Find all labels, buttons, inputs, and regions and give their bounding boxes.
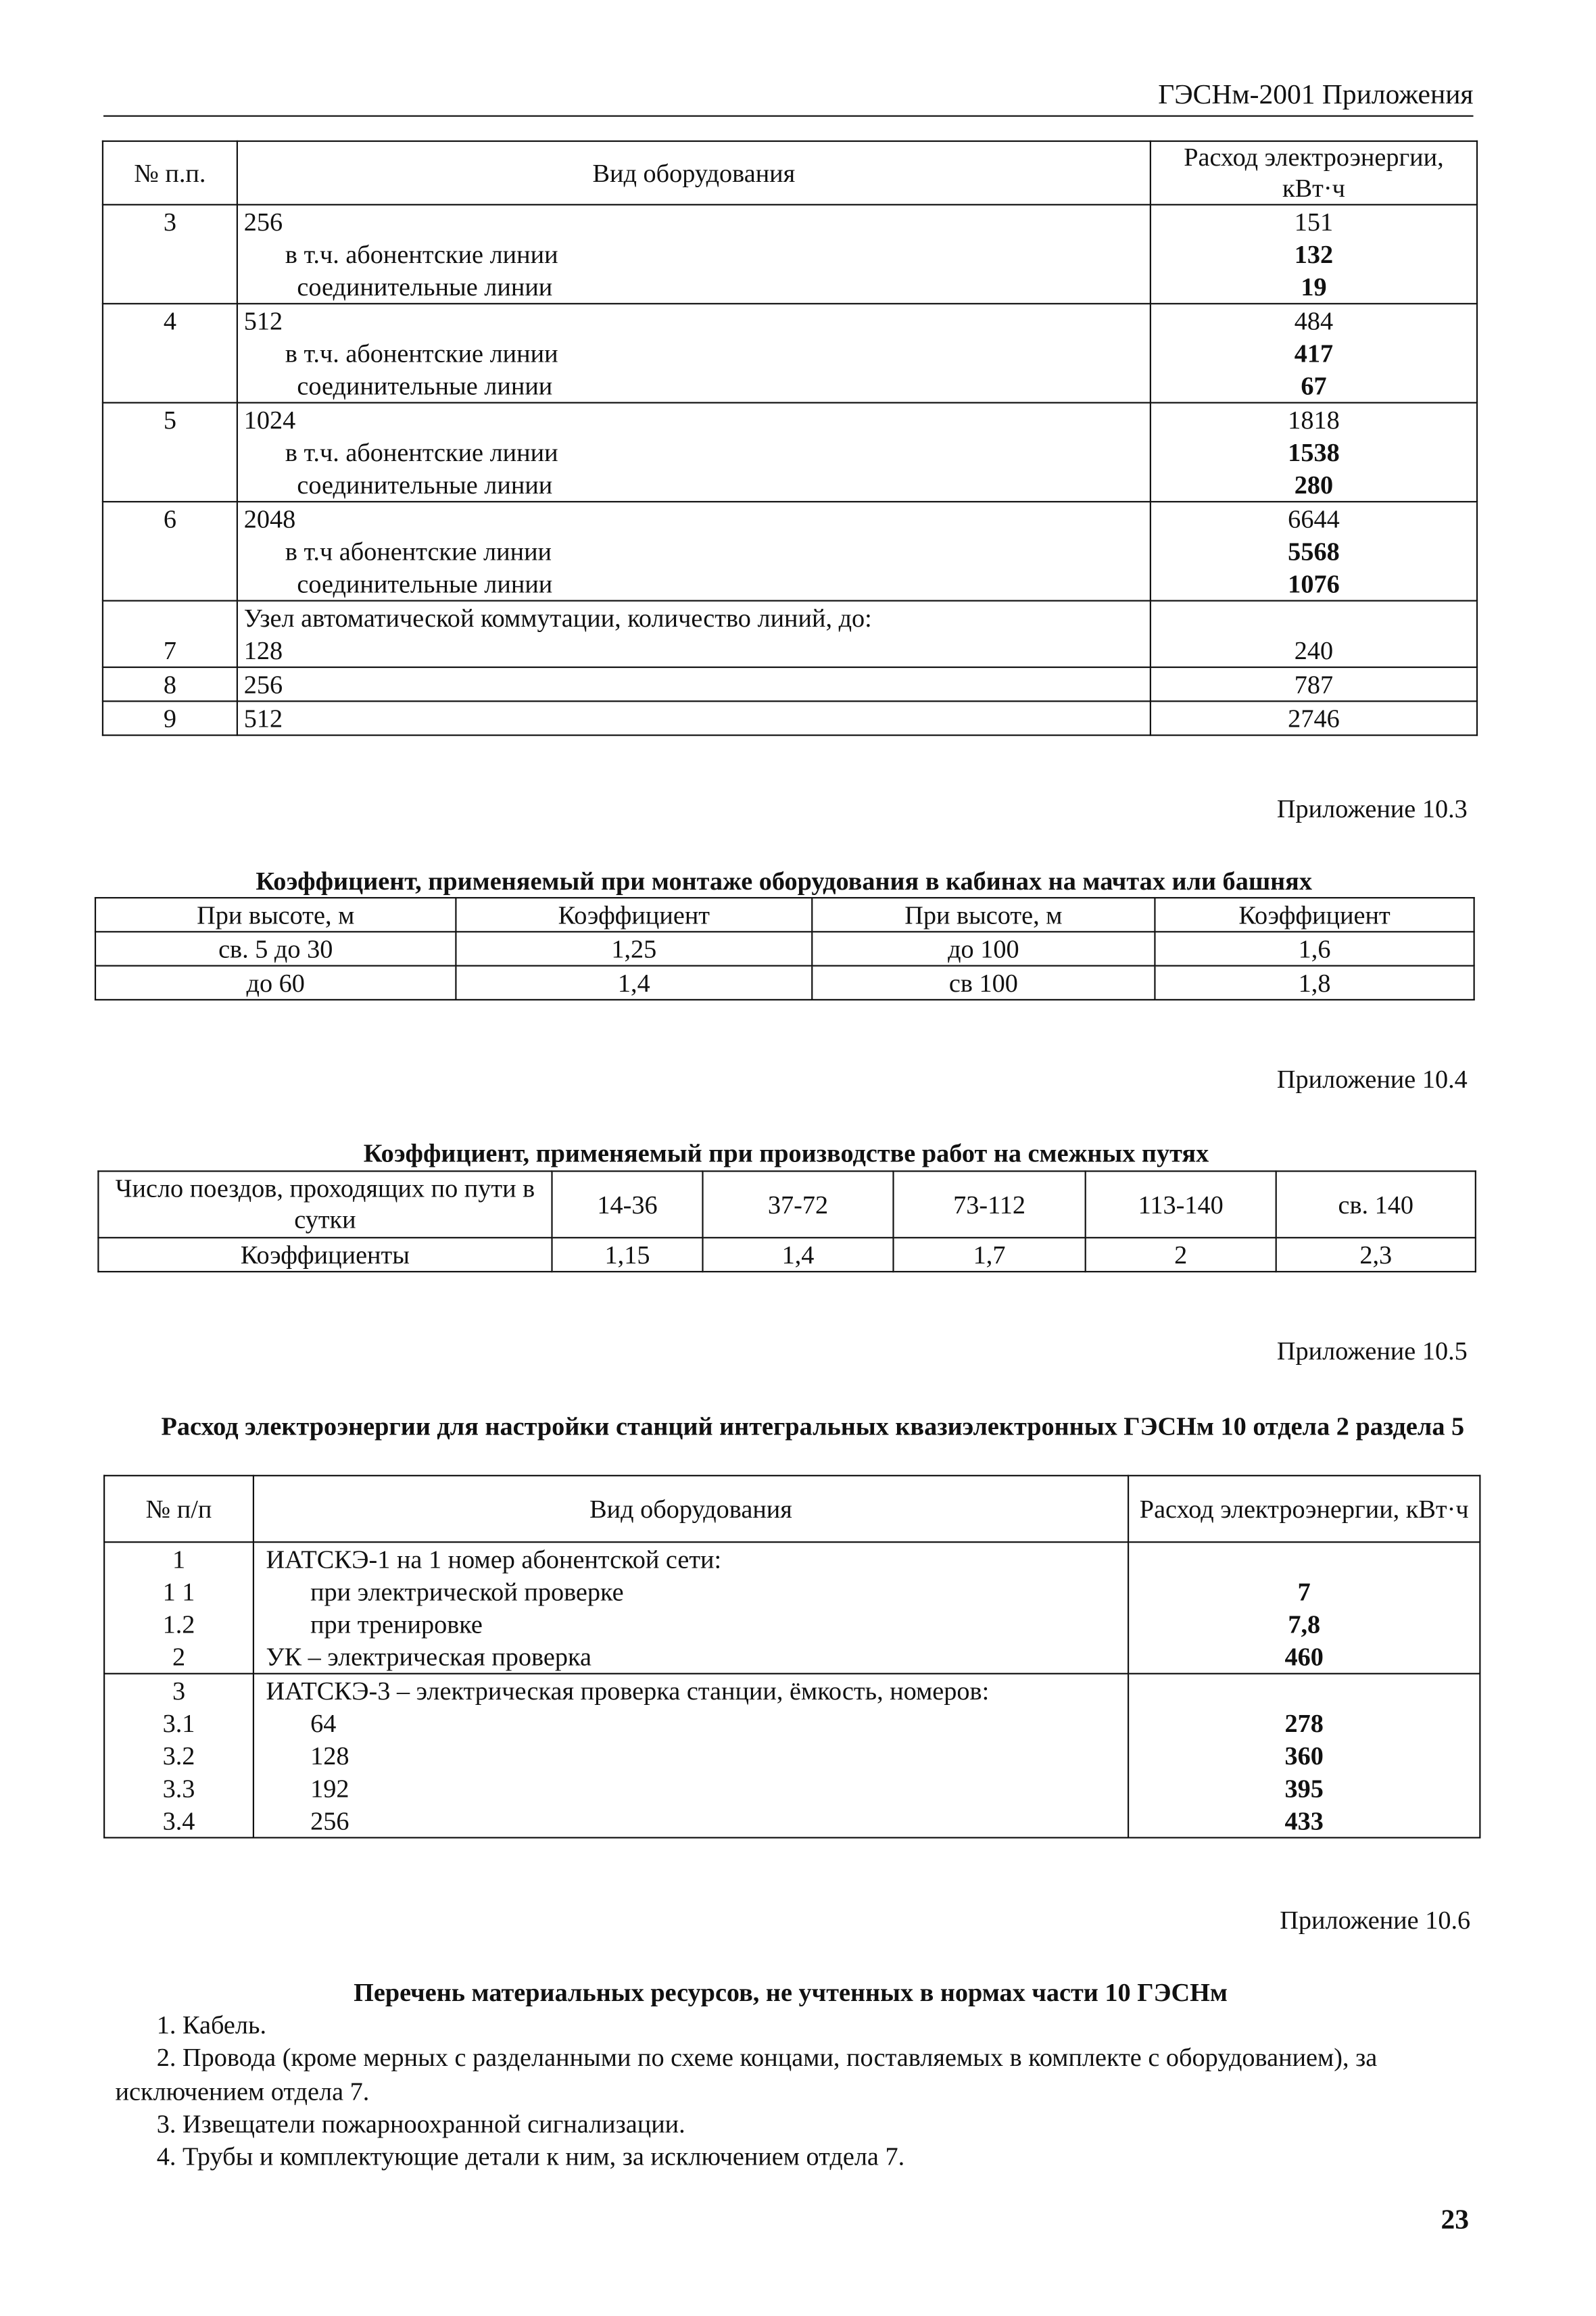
column-header: 14-36 <box>552 1171 703 1237</box>
equipment-line: соединительные линии <box>297 569 553 599</box>
equipment-cell <box>237 502 1151 600</box>
row-number: 3.1 <box>162 1708 195 1738</box>
column-header: 73-112 <box>893 1171 1085 1237</box>
energy-cell <box>1151 502 1477 600</box>
table-cell: Коэффициенты <box>98 1238 552 1272</box>
header-rule <box>103 116 1474 117</box>
equipment-line: ИАТСКЭ-1 на 1 номер абонентской сети: <box>266 1544 722 1574</box>
column-header: № п/п <box>104 1476 253 1542</box>
station-energy-table <box>103 1475 1480 1839</box>
equipment-line: 256 <box>310 1806 349 1836</box>
table-cell: 1,8 <box>1155 966 1474 1000</box>
header-row <box>95 898 1474 932</box>
equipment-cell <box>237 701 1151 735</box>
column-header: № п.п. <box>103 141 237 205</box>
equipment-line: Узел автоматической коммутации, количество линий, до: <box>243 602 872 633</box>
energy-value: 67 <box>1301 370 1327 401</box>
equipment-cell <box>253 1542 1128 1674</box>
table-cell: 1,15 <box>552 1238 703 1272</box>
energy-table <box>102 141 1478 736</box>
energy-value: 460 <box>1284 1641 1324 1672</box>
equipment-line: 256 <box>243 669 283 700</box>
energy-value: 1076 <box>1288 569 1340 599</box>
column-header: св. 140 <box>1276 1171 1476 1237</box>
row-number: 3.3 <box>162 1773 195 1804</box>
row-number: 7 <box>103 601 237 667</box>
height-coefficient-table <box>95 897 1475 1000</box>
energy-cell <box>1128 1542 1480 1674</box>
row-number-cell <box>104 1542 253 1674</box>
equipment-cell <box>237 601 1151 667</box>
equipment-cell <box>237 205 1151 304</box>
table-cell: 2,3 <box>1276 1238 1476 1272</box>
list-item: 4. Трубы и комплектующие детали к ним, за исключением отдела 7. <box>156 2142 905 2171</box>
row-number: 3.2 <box>162 1741 195 1770</box>
energy-cell <box>1151 304 1477 402</box>
equipment-line: 256 <box>243 207 283 237</box>
column-header: Вид оборудования <box>237 141 1151 205</box>
row-number: 5 <box>103 403 237 502</box>
energy-value <box>1135 1674 1474 1707</box>
equipment-line: ИАТСКЭ-3 – электрическая проверка станции, ёмкость, номеров: <box>266 1676 990 1706</box>
header-row <box>104 1476 1480 1542</box>
energy-value: 6644 <box>1288 504 1340 534</box>
appendix-10-5-title: Расход электроэнергии для настройки станций интегральных квазиэлектронных ГЭСНм 10 отдела 2 раздела 5 <box>161 1411 1465 1441</box>
equipment-line: 512 <box>243 306 283 336</box>
energy-value: 240 <box>1294 635 1334 665</box>
energy-value: 278 <box>1284 1708 1324 1738</box>
list-item: 1. Кабель. <box>156 2010 267 2040</box>
table-row <box>103 304 1477 402</box>
table-row <box>103 701 1477 735</box>
table-row <box>103 205 1477 304</box>
running-header: ГЭСНм-2001 Приложения <box>1158 80 1474 111</box>
energy-value: 151 <box>1294 207 1334 237</box>
table-cell: 1,4 <box>456 966 812 1000</box>
appendix-10-4-label: Приложение 10.4 <box>1276 1063 1468 1094</box>
column-header: 113-140 <box>1086 1171 1276 1237</box>
header-row <box>103 141 1477 205</box>
energy-cell <box>1151 701 1477 735</box>
energy-value: 360 <box>1284 1741 1324 1770</box>
appendix-10-6-title: Перечень материальных ресурсов, не учтенных в нормах части 10 ГЭСНм <box>354 1977 1228 2007</box>
appendix-10-6-label: Приложение 10.6 <box>1280 1904 1471 1935</box>
equipment-line: 1024 <box>243 404 296 435</box>
appendix-10-4-title: Коэффициент, применяемый при производстве работ на смежных путях <box>363 1138 1209 1168</box>
appendix-10-3-label: Приложение 10.3 <box>1276 793 1468 823</box>
table-cell: 1,4 <box>702 1238 893 1272</box>
equipment-cell <box>237 667 1151 701</box>
energy-value: 417 <box>1294 338 1334 368</box>
equipment-line: в т.ч абонентские линии <box>285 536 552 566</box>
equipment-line: УК – электрическая проверка <box>266 1641 592 1672</box>
equipment-line: соединительные линии <box>297 370 553 401</box>
energy-value: 132 <box>1294 239 1334 269</box>
row-number: 4 <box>103 304 237 402</box>
equipment-cell <box>237 403 1151 502</box>
table-row <box>103 502 1477 600</box>
energy-cell <box>1151 667 1477 701</box>
equipment-line: 128 <box>243 635 283 665</box>
energy-value <box>1135 1543 1474 1575</box>
equipment-line: 128 <box>310 1741 349 1770</box>
table-cell: до 100 <box>812 932 1155 965</box>
table-cell: 2 <box>1086 1238 1276 1272</box>
energy-value: 787 <box>1294 669 1334 700</box>
energy-cell <box>1151 601 1477 667</box>
column-header: Коэффициент <box>1155 898 1474 932</box>
table-row <box>95 966 1474 1000</box>
row-number: 3 <box>172 1676 186 1706</box>
column-header: Число поездов, проходящих по пути в сутки <box>98 1171 552 1237</box>
appendix-10-5-label: Приложение 10.5 <box>1276 1336 1468 1366</box>
equipment-line: 512 <box>243 703 283 733</box>
column-header: 37-72 <box>702 1171 893 1237</box>
header-row <box>98 1171 1475 1237</box>
energy-cell <box>1151 205 1477 304</box>
table-row <box>103 601 1477 667</box>
energy-value <box>1157 602 1470 634</box>
equipment-line: в т.ч. абонентские линии <box>285 239 558 269</box>
row-number: 9 <box>103 701 237 735</box>
row-number: 2 <box>172 1641 186 1672</box>
row-number: 6 <box>103 502 237 600</box>
energy-value: 280 <box>1294 470 1334 500</box>
table-row <box>104 1542 1480 1674</box>
row-number: 8 <box>103 667 237 701</box>
equipment-line: 64 <box>310 1708 337 1738</box>
column-header: При высоте, м <box>95 898 456 932</box>
equipment-line: при тренировке <box>310 1609 483 1639</box>
row-number: 3 <box>103 205 237 304</box>
equipment-line: соединительные линии <box>297 470 553 500</box>
table-row <box>103 667 1477 701</box>
equipment-line: в т.ч. абонентские линии <box>285 437 558 467</box>
energy-value: 395 <box>1284 1773 1324 1804</box>
equipment-line: 192 <box>310 1773 349 1804</box>
equipment-cell <box>237 304 1151 402</box>
equipment-cell <box>253 1674 1128 1838</box>
energy-value: 5568 <box>1288 536 1340 566</box>
table-cell: до 60 <box>95 966 456 1000</box>
row-number: 1.2 <box>162 1609 195 1639</box>
table-cell: 1,6 <box>1155 932 1474 965</box>
energy-value: 19 <box>1301 272 1327 301</box>
table-row <box>104 1674 1480 1838</box>
column-header: Коэффициент <box>456 898 812 932</box>
row-number: 1 1 <box>162 1576 195 1607</box>
table-cell: 1,25 <box>456 932 812 965</box>
table-cell: св. 5 до 30 <box>95 932 456 965</box>
energy-value: 7 <box>1297 1576 1311 1607</box>
energy-value: 7,8 <box>1288 1609 1321 1639</box>
energy-value: 1538 <box>1288 437 1340 467</box>
table-cell: 1,7 <box>893 1238 1085 1272</box>
energy-cell <box>1128 1674 1480 1838</box>
equipment-line: при электрической проверке <box>310 1576 624 1607</box>
energy-value: 433 <box>1284 1806 1324 1836</box>
energy-value: 1818 <box>1288 404 1340 435</box>
list-item: 3. Извещатели пожарноохранной сигнализации. <box>156 2108 685 2139</box>
materials-list <box>116 2008 1478 2173</box>
table-row <box>98 1238 1475 1272</box>
energy-value: 2746 <box>1288 703 1340 733</box>
row-number: 1 <box>172 1544 186 1574</box>
column-header: Расход электроэнергии, кВт·ч <box>1151 141 1477 205</box>
table-row <box>103 403 1477 502</box>
page-number: 23 <box>1441 2204 1469 2236</box>
row-number-cell <box>104 1674 253 1838</box>
column-header: При высоте, м <box>812 898 1155 932</box>
column-header: Вид оборудования <box>253 1476 1128 1542</box>
energy-value: 484 <box>1294 306 1334 336</box>
energy-cell <box>1151 403 1477 502</box>
equipment-line: в т.ч. абонентские линии <box>285 338 558 368</box>
table-cell: св 100 <box>812 966 1155 1000</box>
track-coefficient-table <box>97 1170 1476 1272</box>
column-header: Расход электроэнергии, кВт·ч <box>1128 1476 1480 1542</box>
list-item: 2. Провода (кроме мерных с разделанными по схеме концами, поставляемых в комплекте с оборудованием), за исключением отдела 7. <box>115 2042 1378 2106</box>
equipment-line: 2048 <box>243 504 296 534</box>
appendix-10-3-title: Коэффициент, применяемый при монтаже оборудования в кабинах на мачтах или башнях <box>256 866 1312 896</box>
table-row <box>95 932 1474 965</box>
equipment-line: соединительные линии <box>297 272 553 301</box>
row-number: 3.4 <box>162 1806 195 1836</box>
